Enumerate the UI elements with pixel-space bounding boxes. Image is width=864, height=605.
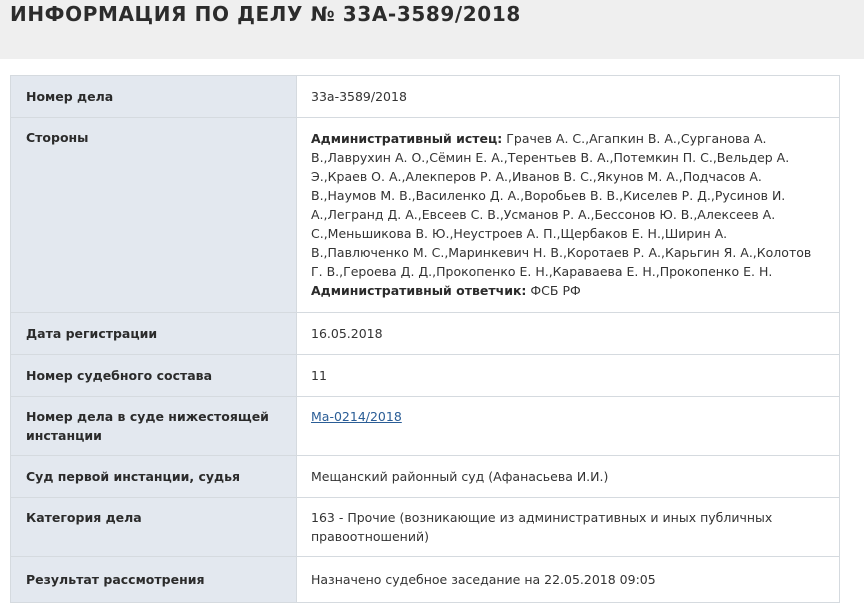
panel-number-value: 11	[297, 355, 840, 397]
row-lower-court-case	[11, 397, 840, 456]
category-label: Категория дела	[11, 498, 297, 557]
first-instance-value: Мещанский районный суд (Афанасьева И.И.)	[297, 456, 840, 498]
row-category	[11, 498, 840, 557]
page-header	[0, 0, 864, 59]
defendant-name: ФСБ РФ	[530, 283, 581, 298]
case-number-label: Номер дела	[11, 76, 297, 118]
parties-value	[297, 118, 840, 313]
result-value: Назначено судебное заседание на 22.05.2018 09:05	[297, 557, 840, 603]
result-label: Результат рассмотрения	[11, 557, 297, 603]
case-number-value: 33а-3589/2018	[297, 76, 840, 118]
lower-court-case-cell	[297, 397, 840, 456]
lower-court-case-link[interactable]: Ма-0214/2018	[311, 409, 402, 424]
row-first-instance	[11, 456, 840, 498]
parties-label: Стороны	[11, 118, 297, 313]
panel-number-label: Номер судебного состава	[11, 355, 297, 397]
lower-court-case-label: Номер дела в суде нижестоящей инстанции	[11, 397, 297, 456]
row-result	[11, 557, 840, 603]
row-panel-number	[11, 355, 840, 397]
category-value: 163 - Прочие (возникающие из административных и иных публичных правоотношений)	[297, 498, 840, 557]
row-parties	[11, 118, 840, 313]
registration-date-label: Дата регистрации	[11, 313, 297, 355]
page-title: ИНФОРМАЦИЯ ПО ДЕЛУ № 33А-3589/2018	[10, 2, 521, 26]
first-instance-label: Суд первой инстанции, судья	[11, 456, 297, 498]
defendant-role-label: Административный ответчик:	[311, 283, 527, 298]
case-info-table	[10, 75, 840, 603]
row-case-number	[11, 76, 840, 118]
plaintiff-role-label: Административный истец:	[311, 131, 503, 146]
plaintiffs-list: Грачев А. С.,Агапкин В. А.,Сурганова А. В.,Лаврухин А. О.,Сёмин Е. А.,Терентьев В. А.,Потемкин П. С.,Вельдер А. Э.,Краев О. А.,Алекперов Р. А.,Иванов В. С.,Якунов М. А.,Подчасов А. В.,Наумов М. В.,Василенко Д. А.,Воробьев В. В.,Киселев Р. Д.,Русинов И. А.,Легранд Д. А.,Евсеев С. В.,Усманов Р. А.,Бессонов Ю. В.,Алексеев А. С.,Меньшикова В. Ю.,Неустроев А. П.,Щербаков Е. Н.,Ширин А. В.,Павлюченко М. С.,Маринкевич Н. В.,Коротаев Р. А.,Карьгин Я. А.,Колотов Г. В.,Героева Д. Д.,Прокопенко Е. Н.,Караваева Е. Н.,Прокопенко Е. Н.	[311, 131, 812, 279]
registration-date-value: 16.05.2018	[297, 313, 840, 355]
row-registration-date	[11, 313, 840, 355]
